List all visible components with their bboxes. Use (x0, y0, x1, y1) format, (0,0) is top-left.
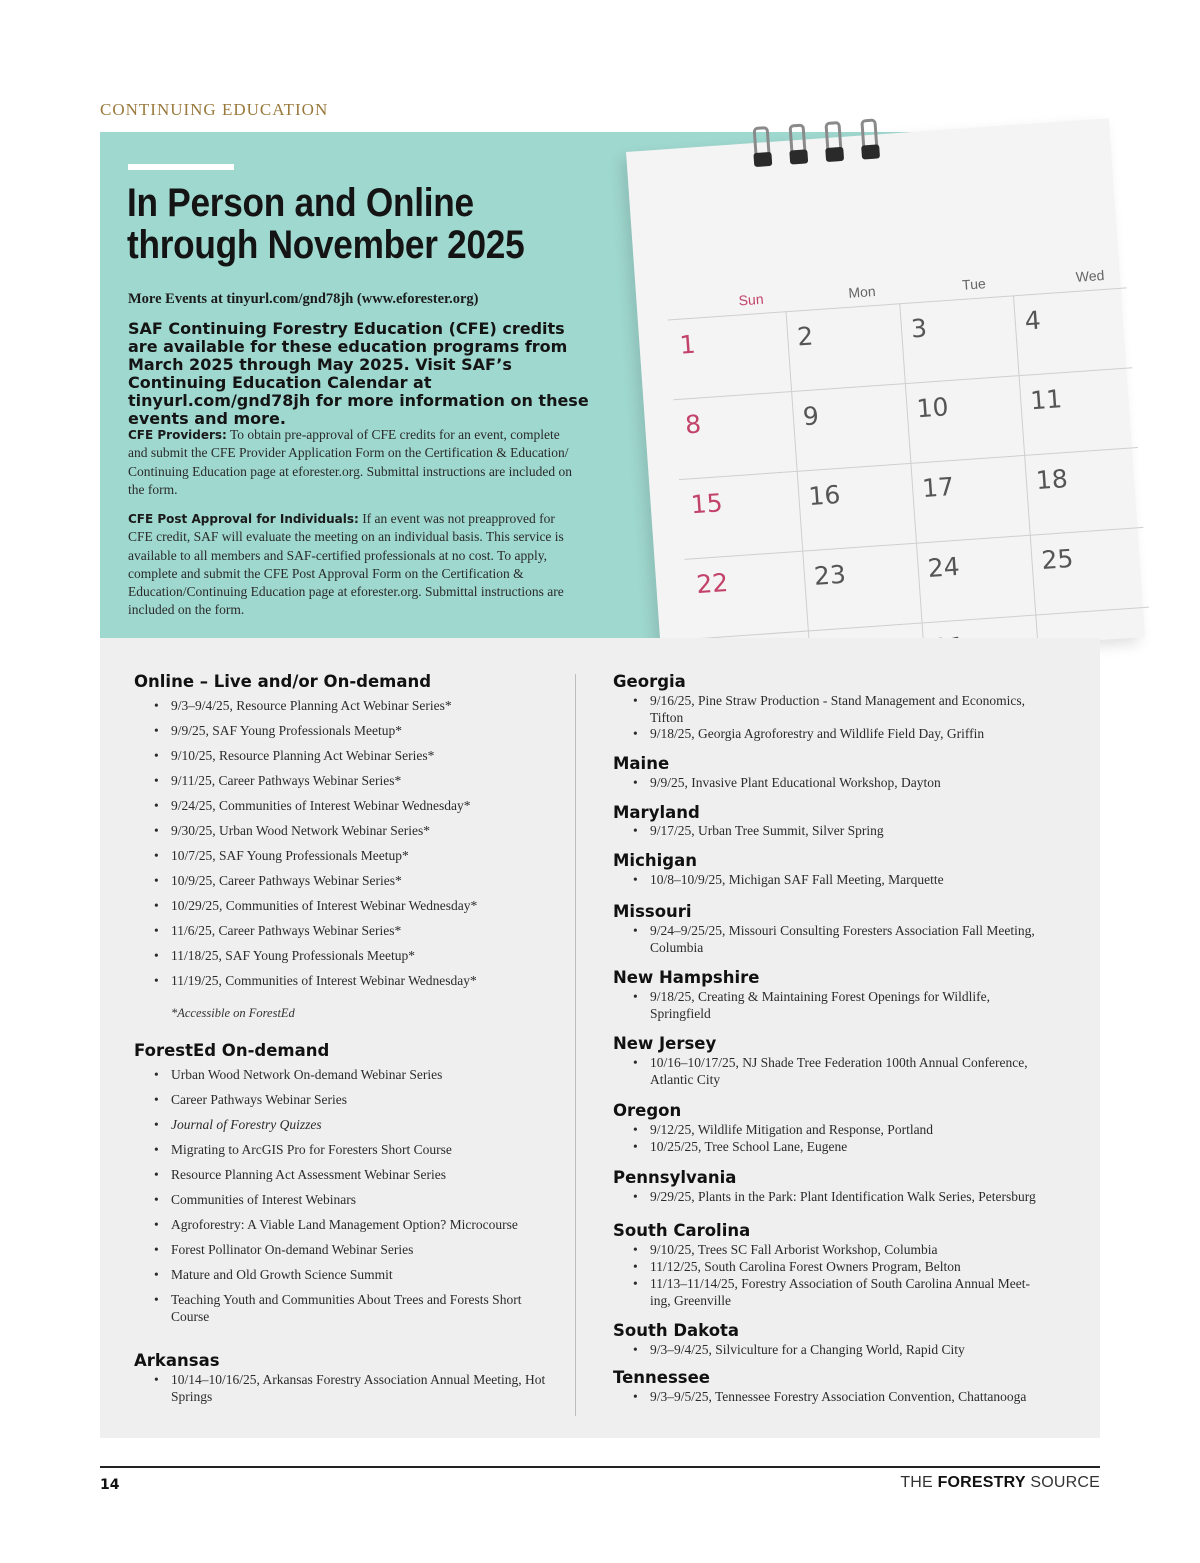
providers-label: CFE Providers: (128, 428, 227, 442)
post-approval-label: CFE Post Approval for Individuals: (128, 512, 359, 526)
list-item: • 9/16/25, Pine Straw Production - Stand Management and Economics, Tifton (633, 693, 1025, 725)
date-1: 1 (678, 329, 697, 360)
list-item: • Migrating to ArcGIS Pro for Foresters Short Course (154, 1142, 452, 1157)
pennsylvania-heading: Pennsylvania (613, 1168, 737, 1187)
brand-the: THE (900, 1474, 938, 1491)
date-24: 24 (926, 551, 961, 583)
list-item: • 10/8–10/9/25, Michigan SAF Fall Meeting, Marquette (633, 872, 944, 887)
calendar-photo (626, 118, 1145, 670)
list-item: • Career Pathways Webinar Series (154, 1092, 347, 1107)
new-jersey-heading: New Jersey (613, 1034, 717, 1053)
date-17: 17 (921, 471, 955, 504)
brand-forestry: FORESTRY (937, 1474, 1026, 1491)
list-item: • 9/17/25, Urban Tree Summit, Silver Spring (633, 823, 884, 838)
title-line-1: In Person and Online (127, 181, 474, 225)
list-item: • Urban Wood Network On-demand Webinar Series (154, 1067, 443, 1082)
brand-source: SOURCE (1025, 1474, 1100, 1491)
forested-heading: ForestEd On-demand (134, 1041, 330, 1060)
list-item: • Journal of Forestry Quizzes (154, 1117, 322, 1132)
dow-wed: Wed (1075, 266, 1105, 285)
list-item: • Mature and Old Growth Science Summit (154, 1267, 393, 1282)
grid-line (685, 527, 1144, 560)
list-item: • 11/18/25, SAF Young Professionals Meetup* (154, 948, 416, 963)
providers-text: To obtain pre-approval of CFE credits for an event, complete and submit the CFE Provider Application Form on the Certification & Education/ Continuing Education page at eforester.org. Submittal instructions are included on the form. (128, 427, 573, 497)
maryland-heading: Maryland (613, 803, 700, 822)
dow-mon: Mon (847, 282, 877, 301)
list-item: • 9/24/25, Communities of Interest Webinar Wednesday* (154, 798, 471, 813)
list-item: • 11/6/25, Career Pathways Webinar Series* (154, 923, 402, 938)
list-item: • Resource Planning Act Assessment Webinar Series (154, 1167, 446, 1182)
list-item: • 11/12/25, South Carolina Forest Owners Program, Belton (633, 1259, 961, 1274)
list-item: • 9/18/25, Creating & Maintaining Forest Openings for Wildlife, Springfield (633, 989, 991, 1021)
date-3: 3 (910, 313, 928, 344)
south-carolina-heading: South Carolina (613, 1221, 751, 1240)
list-item: • 10/29/25, Communities of Interest Webinar Wednesday* (154, 898, 478, 913)
date-18: 18 (1034, 464, 1069, 496)
list-item: • 9/30/25, Urban Wood Network Webinar Series* (154, 823, 431, 838)
list-item: • 9/12/25, Wildlife Mitigation and Response, Portland (633, 1122, 934, 1137)
date-10: 10 (915, 392, 950, 424)
grid-line (668, 287, 1127, 320)
list-item: • 9/29/25, Plants in the Park: Plant Identification Walk Series, Petersburg (633, 1189, 1036, 1204)
list-item: • Communities of Interest Webinars (154, 1192, 357, 1207)
list-item: • 9/3–9/5/25, Tennessee Forestry Association Convention, Chattanooga (633, 1389, 1027, 1404)
footer-rule (100, 1466, 1100, 1468)
grid-line (679, 447, 1138, 480)
ring-hole (825, 147, 844, 162)
dow-sun: Sun (738, 290, 765, 309)
column-divider (575, 674, 576, 1416)
grid-line (673, 367, 1132, 400)
page-title (127, 182, 549, 266)
date-9: 9 (801, 401, 820, 432)
more-events-link[interactable]: More Events at tinyurl.com/gnd78jh (www.eforester.org) (128, 291, 479, 307)
south-dakota-heading: South Dakota (613, 1321, 740, 1340)
hero-lead: SAF Continuing Forestry Education (CFE) credits are available for these education programs from March 2025 through May 2025. Visit SAF’s Continuing Education Calendar at tinyurl.com/gnd78jh for more information on these events and more. (128, 319, 589, 428)
list-item: • 10/7/25, SAF Young Professionals Meetup* (154, 848, 409, 863)
ring-hole (753, 152, 772, 167)
arkansas-heading: Arkansas (134, 1351, 220, 1370)
list-item: • Teaching Youth and Communities About Trees and Forests Short Course (154, 1292, 522, 1324)
section-label: CONTINUING EDUCATION (100, 100, 329, 119)
ring-hole (861, 144, 880, 159)
maine-heading: Maine (613, 754, 670, 773)
page-number: 14 (100, 1477, 120, 1493)
list-item: • 10/16–10/17/25, NJ Shade Tree Federation 100th Annual Conference, Atlantic City (633, 1055, 1028, 1087)
providers-paragraph (128, 426, 578, 499)
tennessee-heading: Tennessee (613, 1368, 710, 1387)
list-item: • 9/9/25, Invasive Plant Educational Workshop, Dayton (633, 775, 941, 790)
list-item: • 9/11/25, Career Pathways Webinar Series* (154, 773, 402, 788)
hero-banner (100, 132, 1105, 638)
list-item: • 9/10/25, Resource Planning Act Webinar Series* (154, 748, 435, 763)
date-15: 15 (689, 488, 724, 520)
footnote: *Accessible on ForestEd (171, 1006, 295, 1020)
post-approval-text: If an event was not preapproved for CFE credit, SAF will evaluate the meeting on an individual basis. This service is available to all members and SAF-certified professionals at no cost. To apply, complete and submit the CFE Post Approval Form on the Certification & Education/Continuing Education page at eforester.org. Submittal instructions are included on the form. (128, 511, 564, 618)
list-item: • 11/13–11/14/25, Forestry Association of South Carolina Annual Meet-ing, Greenville (633, 1276, 1030, 1308)
michigan-heading: Michigan (613, 851, 697, 870)
list-item: • 9/24–9/25/25, Missouri Consulting Foresters Association Fall Meeting, Columbia (633, 923, 1035, 955)
grid-line (690, 607, 1149, 640)
list-item: • 10/9/25, Career Pathways Webinar Series* (154, 873, 402, 888)
list-item: • Forest Pollinator On-demand Webinar Series (154, 1242, 414, 1257)
georgia-heading: Georgia (613, 672, 686, 691)
oregon-heading: Oregon (613, 1101, 682, 1120)
list-item: • 10/25/25, Tree School Lane, Eugene (633, 1139, 848, 1154)
post-approval-paragraph (128, 510, 578, 620)
list-item: • Agroforestry: A Viable Land Management Option? Microcourse (154, 1217, 518, 1232)
hero-accent-bar (128, 164, 234, 170)
date-4: 4 (1023, 305, 1042, 336)
date-16: 16 (807, 479, 842, 512)
ring-hole (789, 149, 808, 164)
date-25: 25 (1040, 543, 1075, 575)
list-item: • 11/19/25, Communities of Interest Webinar Wednesday* (154, 973, 477, 988)
publication-brand (900, 1474, 1100, 1492)
date-11: 11 (1029, 384, 1064, 416)
new-hampshire-heading: New Hampshire (613, 968, 760, 987)
list-item: • 10/14–10/16/25, Arkansas Forestry Association Annual Meeting, Hot Springs (154, 1372, 546, 1404)
date-2: 2 (796, 321, 815, 352)
list-item: • 9/10/25, Trees SC Fall Arborist Workshop, Columbia (633, 1242, 938, 1257)
date-22: 22 (695, 567, 730, 600)
date-23: 23 (813, 559, 847, 591)
online-heading: Online – Live and/or On-demand (134, 672, 432, 691)
list-item: • 9/3–9/4/25, Resource Planning Act Webinar Series* (154, 698, 452, 713)
title-line-2: through November 2025 (127, 223, 525, 267)
list-item: • 9/3–9/4/25, Silviculture for a Changing World, Rapid City (633, 1342, 965, 1357)
dow-tue: Tue (961, 275, 987, 293)
date-8: 8 (684, 409, 703, 440)
missouri-heading: Missouri (613, 902, 692, 921)
events-listing (100, 638, 1100, 1438)
list-item: • 9/9/25, SAF Young Professionals Meetup* (154, 723, 403, 738)
list-item: • 9/18/25, Georgia Agroforestry and Wildlife Field Day, Griffin (633, 726, 985, 741)
